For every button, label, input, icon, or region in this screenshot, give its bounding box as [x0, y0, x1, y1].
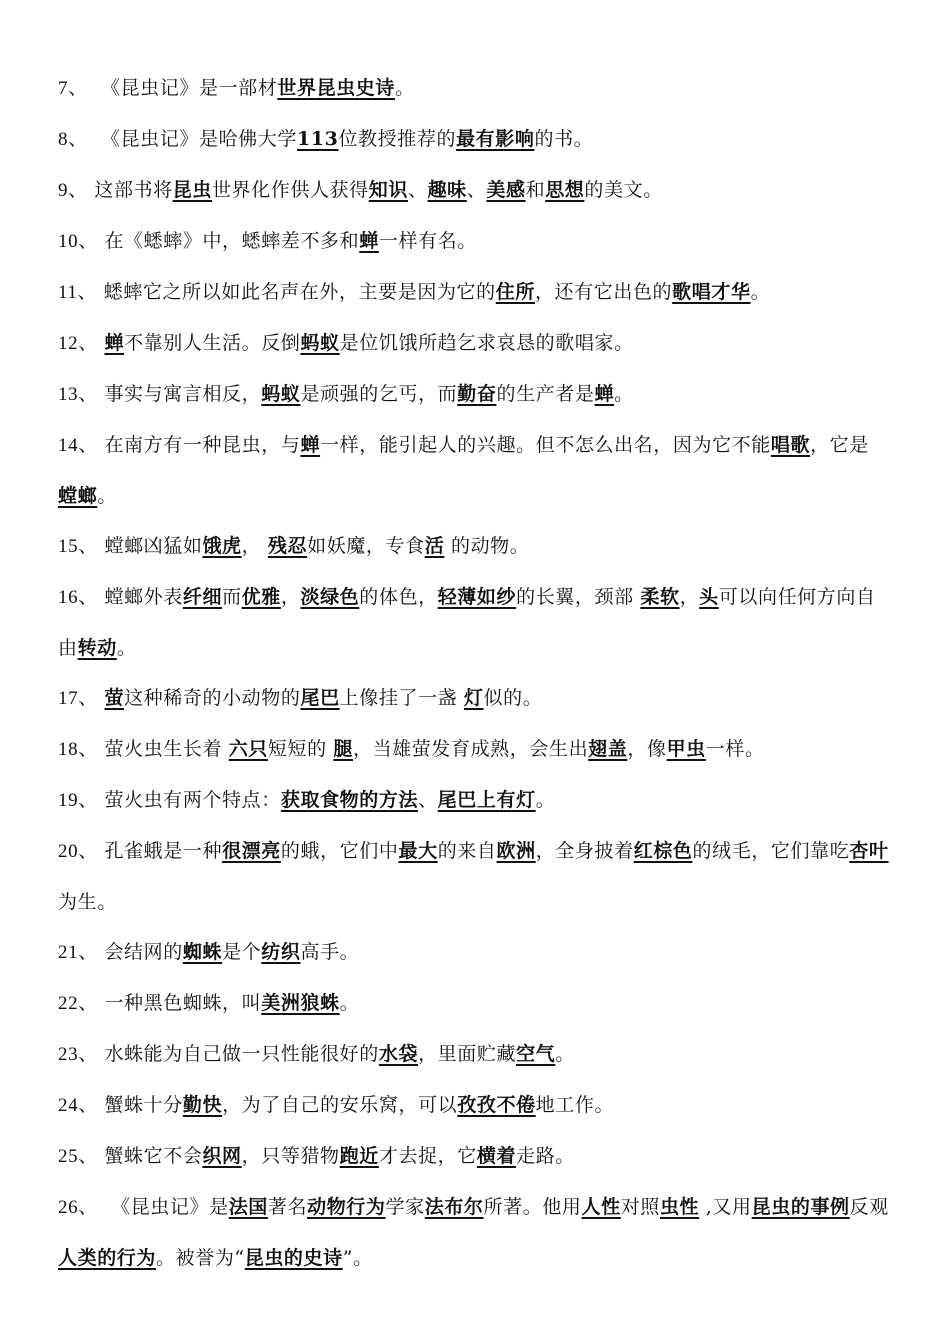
item-text: ，只等猎物	[241, 1145, 340, 1167]
item-text: 的书。	[534, 128, 594, 150]
item-text: ，	[241, 535, 268, 557]
item-text: 一样有名。	[378, 230, 477, 252]
answer-highlight: 轻薄如纱	[437, 586, 517, 608]
list-item	[58, 1029, 892, 1080]
item-text: 蟹蛛十分	[97, 1094, 183, 1116]
answer-highlight: 头	[699, 586, 719, 608]
item-number: 9、	[58, 180, 88, 201]
item-number: 21、	[58, 942, 98, 963]
list-item	[58, 318, 892, 369]
answer-highlight: 最有影响	[456, 128, 535, 150]
item-number: 17、	[58, 688, 98, 709]
answer-highlight: 蜘蛛	[182, 941, 223, 963]
answer-highlight: 尾巴上有灯	[437, 789, 536, 811]
item-text: 一样。	[705, 738, 765, 760]
item-text: 这部书将	[87, 179, 173, 201]
item-text: 《昆虫记》是哈佛大学	[87, 128, 297, 150]
item-number: 11、	[58, 282, 98, 303]
item-text: 的动物。	[444, 535, 530, 557]
item-text: 。	[750, 281, 771, 303]
item-text: 为生。	[58, 891, 117, 913]
answer-highlight: 获取食物的方法	[280, 789, 419, 811]
list-item	[58, 927, 892, 978]
item-text: 、	[407, 179, 428, 201]
item-text: 在南方有一种昆虫，与	[97, 434, 301, 456]
answer-highlight: 活	[424, 535, 445, 557]
item-number: 12、	[58, 333, 98, 354]
list-item	[58, 267, 892, 318]
answer-highlight: 腿	[333, 738, 353, 760]
item-number: 24、	[58, 1095, 98, 1116]
list-item	[58, 1131, 892, 1182]
item-text: 著名	[267, 1196, 308, 1218]
item-text: ，还有它出色的	[534, 281, 673, 303]
item-text: 学家	[385, 1196, 425, 1218]
answer-highlight: 甲虫	[666, 738, 706, 760]
answer-highlight: 法国	[228, 1196, 268, 1218]
item-text: 会结网的	[97, 941, 183, 963]
answer-highlight: 残忍	[267, 535, 308, 557]
item-text: ，全身披着	[535, 840, 634, 862]
answer-highlight: 很漂亮	[222, 840, 281, 862]
answer-highlight: 孜孜不倦	[457, 1094, 536, 1116]
document-body	[58, 63, 892, 1283]
answer-highlight: 蝉	[359, 230, 379, 252]
item-text: 反观	[849, 1196, 889, 1218]
item-text: 是顽强的乞丐，而	[300, 383, 458, 405]
item-text: 。	[614, 383, 634, 405]
item-number: 19、	[58, 790, 98, 811]
item-text: 是位饥饿所趋乞求哀恳的歌唱家。	[339, 332, 634, 354]
answer-highlight: 知识	[368, 179, 408, 201]
answer-highlight: 勤奋	[457, 383, 497, 405]
list-item	[58, 216, 892, 267]
answer-highlight: 翅盖	[588, 738, 628, 760]
answer-highlight: 虫性	[659, 1196, 700, 1218]
answer-highlight: 最大	[398, 840, 438, 862]
item-number: 7、	[58, 78, 88, 99]
item-text: 萤火虫生长着	[97, 738, 229, 760]
answer-highlight: 水袋	[378, 1043, 419, 1065]
item-text: 是个	[222, 941, 262, 963]
item-number: 8、	[58, 129, 88, 150]
list-item	[58, 521, 892, 572]
answer-highlight: 唱歌	[770, 434, 811, 456]
item-text: 和	[525, 179, 546, 201]
list-item	[58, 114, 892, 165]
item-text: ，像	[627, 738, 667, 760]
answer-highlight: 尾巴	[300, 687, 340, 709]
answer-highlight: 灯	[463, 687, 484, 709]
answer-highlight: 昆虫的史诗	[244, 1247, 343, 1269]
answer-highlight: 空气	[516, 1043, 556, 1065]
answer-highlight: 饿虎	[202, 535, 242, 557]
answer-highlight: 昆虫的事例	[751, 1196, 850, 1218]
answer-highlight: 蚂蚁	[261, 383, 301, 405]
answer-highlight: 红棕色	[633, 840, 693, 862]
item-text: 萤火虫有两个特点：	[97, 789, 281, 811]
answer-highlight: 淡绿色	[300, 586, 360, 608]
item-text: ，当雄萤发育成熟，会生出	[352, 738, 589, 760]
item-text: 如妖魔，专食	[307, 535, 425, 557]
answer-highlight: 蝉	[300, 434, 321, 456]
list-item	[58, 1080, 892, 1131]
item-text: 的绒毛，它们靠吃	[692, 840, 850, 862]
answer-highlight: 纺织	[261, 941, 301, 963]
item-number: 22、	[58, 993, 98, 1014]
answer-highlight: 杏叶	[849, 840, 889, 862]
item-text: ”。	[342, 1247, 373, 1269]
item-number: 13、	[58, 384, 98, 405]
item-text: 可以向任何方向自由	[58, 586, 876, 659]
answer-highlight: 欧洲	[496, 840, 536, 862]
item-text: 螳螂凶猛如	[97, 535, 203, 557]
item-text: ，里面贮藏	[418, 1043, 517, 1065]
item-text: 对照	[620, 1196, 660, 1218]
list-item	[58, 63, 892, 114]
item-text: 螳螂外表	[97, 586, 183, 608]
item-number: 20、	[58, 841, 98, 862]
list-item	[58, 165, 892, 216]
item-text: 、	[466, 179, 487, 201]
answer-highlight: 趣味	[427, 179, 467, 201]
item-text: 蟹蛛它不会	[97, 1145, 203, 1167]
item-text: 世界化作供人获得	[211, 179, 369, 201]
item-text: 才去捉，它	[378, 1145, 477, 1167]
item-text: 在《蟋蟀》中，蟋蟀差不多和	[97, 230, 360, 252]
answer-highlight: 法布尔	[424, 1196, 484, 1218]
item-text: ，	[679, 586, 700, 608]
list-item	[58, 724, 892, 775]
answer-highlight: 六只	[228, 738, 268, 760]
item-text: 。	[395, 77, 415, 99]
item-text: 《昆虫记》是	[97, 1196, 229, 1218]
item-text: 事实与寓言相反，	[97, 383, 262, 405]
answer-highlight: 美洲狼蛛	[261, 992, 340, 1014]
item-number: 16、	[58, 587, 98, 608]
answer-highlight: 织网	[202, 1145, 242, 1167]
item-text: 水蛛能为自己做一只性能很好的	[97, 1043, 379, 1065]
answer-highlight: 人性	[581, 1196, 621, 1218]
answer-highlight: 歌唱才华	[672, 281, 751, 303]
item-text: 一样，能引起人的兴趣。但不怎么出名，因为它不能	[320, 434, 771, 456]
answer-highlight: 动物行为	[307, 1196, 386, 1218]
item-text: ,又用	[699, 1196, 752, 1218]
answer-highlight: 柔软	[640, 586, 680, 608]
item-text: 一种黑色蜘蛛，叫	[97, 992, 262, 1014]
item-text: 走路。	[516, 1145, 575, 1167]
answer-highlight: 勤快	[182, 1094, 223, 1116]
list-item	[58, 775, 892, 826]
answer-highlight: 转动	[77, 637, 117, 659]
item-text: 。	[97, 485, 117, 507]
item-text: 高手。	[300, 941, 360, 963]
item-number: 10、	[58, 231, 98, 252]
answer-highlight: 住所	[495, 281, 535, 303]
list-item	[58, 420, 892, 521]
item-text: 的长翼，颈部	[516, 586, 641, 608]
answer-highlight: 人类的行为	[58, 1247, 157, 1269]
answer-highlight: 思想	[545, 179, 585, 201]
item-text: 。	[555, 1043, 575, 1065]
item-text: 孔雀蛾是一种	[97, 840, 223, 862]
list-item	[58, 572, 892, 673]
item-text: ，为了自己的安乐窝，可以	[222, 1094, 458, 1116]
item-text: 的体色，	[359, 586, 438, 608]
item-number: 14、	[58, 435, 98, 456]
item-text: 、	[418, 789, 438, 811]
item-text: 。	[116, 637, 137, 659]
answer-highlight: 蝉	[594, 383, 615, 405]
list-item	[58, 1182, 892, 1283]
item-text: 所著。他用	[483, 1196, 582, 1218]
item-text: 这种稀奇的小动物的	[124, 687, 301, 709]
item-text: 而	[222, 586, 242, 608]
item-text: 。	[339, 992, 360, 1014]
answer-highlight: 萤	[104, 687, 125, 709]
item-number: 23、	[58, 1044, 98, 1065]
item-number: 26、	[58, 1197, 98, 1218]
item-number: 25、	[58, 1146, 98, 1167]
item-text: 的生产者是	[496, 383, 595, 405]
answer-highlight: 横着	[476, 1145, 517, 1167]
answer-highlight: 螳螂	[58, 485, 98, 507]
answer-highlight: 昆虫	[172, 179, 212, 201]
answer-highlight: 美感	[486, 179, 526, 201]
answer-highlight: 纤细	[182, 586, 223, 608]
item-text: ，它是	[810, 434, 876, 456]
item-text: 的来自	[437, 840, 497, 862]
answer-highlight: 世界昆虫史诗	[277, 77, 395, 99]
item-text: 《昆虫记》是一部材	[87, 77, 278, 99]
item-text: 蟋蟀它之所以如此名声在外，主要是因为它的	[97, 281, 496, 303]
item-text: 位教授推荐的	[338, 128, 457, 150]
answer-highlight: 蝉	[104, 332, 125, 354]
item-text: ，	[280, 586, 301, 608]
item-text: 不靠别人生活。反倒	[124, 332, 301, 354]
item-text: 地工作。	[535, 1094, 615, 1116]
item-number: 18、	[58, 739, 98, 760]
item-text: 的蛾，它们中	[280, 840, 399, 862]
item-text: 。	[535, 789, 556, 811]
list-item	[58, 978, 892, 1029]
answer-highlight: 优雅	[241, 586, 281, 608]
answer-highlight: 蚂蚁	[300, 332, 340, 354]
answer-highlight: 113	[296, 128, 339, 150]
item-number: 15、	[58, 536, 98, 557]
list-item	[58, 369, 892, 420]
item-text: 短短的	[267, 738, 334, 760]
list-item	[58, 826, 892, 927]
list-item	[58, 673, 892, 724]
item-text: 。被誉为“	[156, 1247, 245, 1269]
item-text: 上像挂了一盏	[339, 687, 464, 709]
item-text: 的美文。	[584, 179, 663, 201]
answer-highlight: 跑近	[339, 1145, 379, 1167]
item-text: 似的。	[483, 687, 543, 709]
